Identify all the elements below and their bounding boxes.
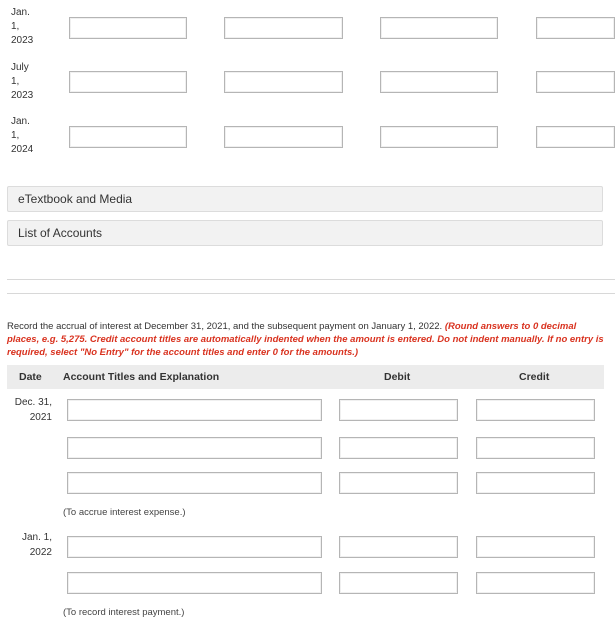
- etextbook-media-link[interactable]: eTextbook and Media: [7, 186, 603, 212]
- entry-explanation: (To accrue interest expense.): [63, 507, 186, 518]
- credit-input[interactable]: [476, 472, 595, 494]
- credit-input[interactable]: [476, 437, 595, 459]
- account-title-input[interactable]: [67, 437, 322, 459]
- entry-date: Jan. 1, 2022: [21, 532, 52, 558]
- account-title-input[interactable]: [69, 126, 187, 148]
- credit-input[interactable]: [476, 399, 595, 421]
- divider: [7, 293, 615, 294]
- row-date-label: Jan. 1, 2024: [11, 116, 34, 155]
- header-debit: Debit: [384, 371, 411, 383]
- row-date-label: July 1, 2023: [11, 62, 34, 101]
- amount-input[interactable]: [224, 71, 343, 93]
- row-date-label: Jan. 1, 2023: [11, 7, 34, 46]
- list-of-accounts-link[interactable]: List of Accounts: [7, 220, 603, 246]
- journal-table-header: [7, 365, 604, 389]
- divider: [7, 279, 615, 280]
- account-title-input[interactable]: [67, 572, 322, 594]
- account-title-input[interactable]: [67, 536, 322, 558]
- amount-input[interactable]: [536, 126, 615, 148]
- instructions-rounding-note: (Round answers to 0 decimal places, e.g. 5,275. Credit account titles are automatically indented when the amount is entered. Do not indent manually. If no entry is required, select "No Entry" for the account titles and enter 0 for the amounts.): [7, 321, 604, 358]
- credit-input[interactable]: [476, 572, 595, 594]
- amount-input[interactable]: [536, 71, 615, 93]
- amount-input[interactable]: [224, 17, 343, 39]
- amount-input[interactable]: [380, 17, 498, 39]
- account-title-input[interactable]: [69, 17, 187, 39]
- credit-input[interactable]: [476, 536, 595, 558]
- debit-input[interactable]: [339, 399, 458, 421]
- account-title-input[interactable]: [67, 472, 322, 494]
- amount-input[interactable]: [380, 71, 498, 93]
- amount-input[interactable]: [224, 126, 343, 148]
- header-credit: Credit: [519, 371, 550, 383]
- header-account-titles: Account Titles and Explanation: [63, 371, 220, 383]
- header-date: Date: [19, 371, 42, 383]
- debit-input[interactable]: [339, 536, 458, 558]
- entry-explanation: (To record interest payment.): [63, 607, 185, 618]
- debit-input[interactable]: [339, 437, 458, 459]
- account-title-input[interactable]: [67, 399, 322, 421]
- amount-input[interactable]: [536, 17, 615, 39]
- entry-date: Dec. 31, 2021: [14, 397, 52, 423]
- amount-input[interactable]: [380, 126, 498, 148]
- account-title-input[interactable]: [69, 71, 187, 93]
- debit-input[interactable]: [339, 472, 458, 494]
- instructions-text: Record the accrual of interest at December 31, 2021, and the subsequent payment on January 1, 2022.: [7, 321, 445, 332]
- instructions: [7, 320, 609, 359]
- debit-input[interactable]: [339, 572, 458, 594]
